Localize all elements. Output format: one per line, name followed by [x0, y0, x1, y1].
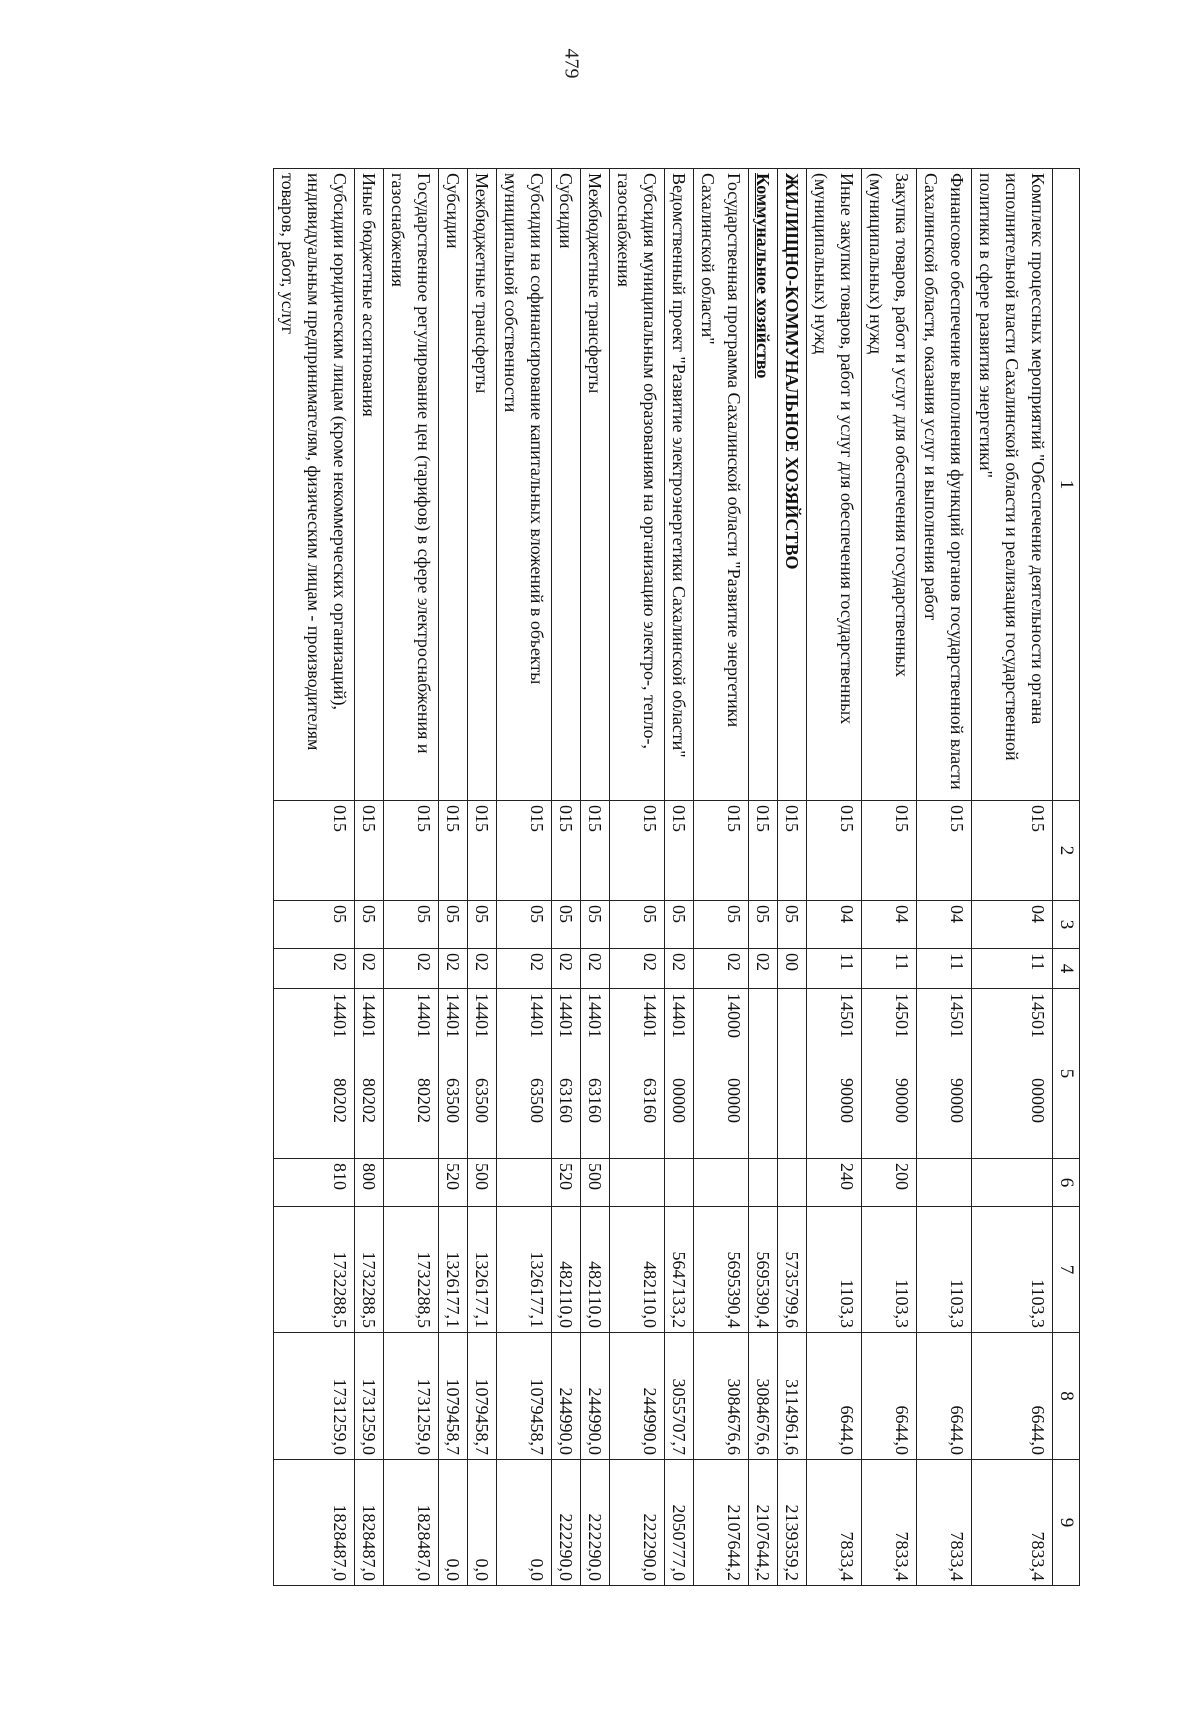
cell-amount-year3: 2050777,0: [665, 1460, 694, 1586]
cell-section-code: 05: [439, 901, 468, 949]
cell-amount-year2: 244990,0: [552, 1333, 581, 1460]
table-row: [355, 169, 384, 1586]
cell-ministry-code: 015: [972, 801, 1053, 901]
cell-expense-type: [694, 1159, 749, 1207]
cell-subsection-code: 11: [917, 949, 972, 989]
cell-section-code: 05: [552, 901, 581, 949]
cell-amount-year2: 244990,0: [610, 1333, 665, 1460]
row-title: Иные бюджетные ассигнования: [355, 169, 384, 801]
cell-amount-year2: 6644,0: [972, 1333, 1053, 1460]
cell-subsection-code: 02: [694, 949, 749, 989]
cell-target-article: [862, 989, 917, 1159]
target-article-direction: 63160: [640, 1078, 660, 1123]
cell-amount-year3: 1828487,0: [355, 1460, 384, 1586]
target-article-direction: 63160: [585, 1078, 605, 1123]
row-title: ЖИЛИЩНО-КОММУНАЛЬНОЕ ХОЗЯЙСТВО: [778, 169, 807, 801]
target-article-direction: 80202: [414, 1078, 434, 1123]
target-article-program: 14401: [585, 993, 605, 1038]
row-title: Субсидии: [439, 169, 468, 801]
cell-expense-type: [497, 1159, 552, 1207]
rotated-table-container: [113, 168, 1080, 1585]
cell-ministry-code: 015: [497, 801, 552, 901]
table-row: [384, 169, 439, 1586]
cell-subsection-code: 02: [497, 949, 552, 989]
target-article-program: 14000: [724, 993, 744, 1038]
target-article-direction: 80202: [330, 1078, 350, 1123]
cell-subsection-code: 11: [972, 949, 1053, 989]
target-article-direction: 90000: [892, 1078, 912, 1123]
target-article-direction: 00000: [1028, 1078, 1048, 1123]
cell-expense-type: [972, 1159, 1053, 1207]
cell-amount-year2: 3084676,6: [694, 1333, 749, 1460]
table-row: [497, 169, 552, 1586]
target-article-program: 14401: [414, 993, 434, 1038]
table-row: [694, 169, 749, 1586]
cell-target-article: [552, 989, 581, 1159]
cell-expense-type: 500: [581, 1159, 610, 1207]
row-title: Межбюджетные трансферты: [468, 169, 497, 801]
cell-amount-year3: 7833,4: [862, 1460, 917, 1586]
row-title: Субсидия муниципальным образованиям на организацию электро-, тепло-, газоснабжения: [610, 169, 665, 801]
cell-amount-year1: 5695390,4: [749, 1207, 778, 1333]
column-header: 2: [1053, 801, 1080, 901]
cell-amount-year3: 2107644,2: [694, 1460, 749, 1586]
cell-amount-year2: 1079458,7: [439, 1333, 468, 1460]
row-title: Ведомственный проект "Развитие электроэнергетики Сахалинской области": [665, 169, 694, 801]
cell-section-code: 05: [355, 901, 384, 949]
cell-section-code: 05: [694, 901, 749, 949]
cell-amount-year3: 222290,0: [610, 1460, 665, 1586]
cell-amount-year2: 1731259,0: [274, 1333, 355, 1460]
cell-amount-year1: 1732288,5: [274, 1207, 355, 1333]
cell-target-article: [610, 989, 665, 1159]
cell-expense-type: [749, 1159, 778, 1207]
cell-target-article: [355, 989, 384, 1159]
cell-section-code: 05: [497, 901, 552, 949]
table-row: [610, 169, 665, 1586]
cell-amount-year1: 1103,3: [862, 1207, 917, 1333]
cell-ministry-code: 015: [274, 801, 355, 901]
cell-subsection-code: 11: [807, 949, 862, 989]
row-title: Закупка товаров, работ и услуг для обеспечения государственных (муниципальных) нужд: [862, 169, 917, 801]
table-row: [439, 169, 468, 1586]
row-title-text: Коммунальное хозяйство: [753, 173, 773, 379]
cell-amount-year2: 244990,0: [581, 1333, 610, 1460]
cell-amount-year2: 1079458,7: [468, 1333, 497, 1460]
cell-ministry-code: 015: [862, 801, 917, 901]
cell-amount-year1: 482110,0: [552, 1207, 581, 1333]
cell-amount-year3: 7833,4: [807, 1460, 862, 1586]
column-header: 3: [1053, 901, 1080, 949]
cell-subsection-code: 02: [274, 949, 355, 989]
column-header: 8: [1053, 1333, 1080, 1460]
target-article-program: 14401: [443, 993, 463, 1038]
cell-expense-type: [384, 1159, 439, 1207]
cell-expense-type: 500: [468, 1159, 497, 1207]
cell-amount-year3: 2139359,2: [778, 1460, 807, 1586]
cell-amount-year2: 1731259,0: [355, 1333, 384, 1460]
cell-amount-year2: 6644,0: [862, 1333, 917, 1460]
cell-target-article: [665, 989, 694, 1159]
target-article-direction: 00000: [724, 1078, 744, 1123]
cell-subsection-code: 02: [552, 949, 581, 989]
column-header: 4: [1053, 949, 1080, 989]
cell-target-article: [749, 989, 778, 1159]
cell-section-code: 05: [468, 901, 497, 949]
cell-amount-year1: 1326177,1: [439, 1207, 468, 1333]
cell-ministry-code: 015: [610, 801, 665, 901]
cell-subsection-code: 02: [468, 949, 497, 989]
cell-subsection-code: 02: [439, 949, 468, 989]
cell-amount-year1: 1103,3: [972, 1207, 1053, 1333]
target-article-direction: 90000: [947, 1078, 967, 1123]
cell-amount-year1: 1732288,5: [384, 1207, 439, 1333]
cell-target-article: [468, 989, 497, 1159]
cell-expense-type: 800: [355, 1159, 384, 1207]
cell-section-code: 05: [274, 901, 355, 949]
target-article-program: 14501: [1028, 993, 1048, 1038]
row-title: Субсидии: [552, 169, 581, 801]
cell-subsection-code: 02: [665, 949, 694, 989]
cell-amount-year1: 5695390,4: [694, 1207, 749, 1333]
cell-amount-year3: 7833,4: [972, 1460, 1053, 1586]
row-title: Иные закупки товаров, работ и услуг для обеспечения государственных (муниципальных) нужд: [807, 169, 862, 801]
cell-section-code: 04: [862, 901, 917, 949]
row-title: Государственная программа Сахалинской области "Развитие энергетики Сахалинской области": [694, 169, 749, 801]
cell-ministry-code: 015: [552, 801, 581, 901]
cell-amount-year1: 482110,0: [581, 1207, 610, 1333]
table-body: [274, 169, 1080, 1586]
cell-ministry-code: 015: [468, 801, 497, 901]
cell-amount-year3: 0,0: [497, 1460, 552, 1586]
cell-ministry-code: 015: [355, 801, 384, 901]
cell-amount-year1: 1103,3: [917, 1207, 972, 1333]
row-title: Финансовое обеспечение выполнения функций органов государственной власти Сахалинской области, оказания услуг и выполнения работ: [917, 169, 972, 801]
column-header: 1: [1053, 169, 1080, 801]
target-article-program: 14401: [556, 993, 576, 1038]
target-article-program: 14401: [330, 993, 350, 1038]
cell-ministry-code: 015: [694, 801, 749, 901]
target-article-direction: 80202: [359, 1078, 379, 1123]
cell-expense-type: [778, 1159, 807, 1207]
target-article-direction: 63500: [443, 1078, 463, 1123]
table-row: [778, 169, 807, 1586]
table-row: [749, 169, 778, 1586]
row-title: Субсидии на софинансирование капитальных вложений в объекты муниципальной собственности: [497, 169, 552, 801]
cell-amount-year2: 3084676,6: [749, 1333, 778, 1460]
cell-ministry-code: 015: [581, 801, 610, 901]
cell-expense-type: [917, 1159, 972, 1207]
cell-section-code: 05: [778, 901, 807, 949]
cell-amount-year2: 6644,0: [807, 1333, 862, 1460]
cell-subsection-code: 11: [862, 949, 917, 989]
target-article-program: 14401: [472, 993, 492, 1038]
target-article-program: 14501: [947, 993, 967, 1038]
cell-section-code: 05: [384, 901, 439, 949]
cell-amount-year1: 1326177,1: [468, 1207, 497, 1333]
table-row: [665, 169, 694, 1586]
cell-target-article: [694, 989, 749, 1159]
target-article-program: 14501: [892, 993, 912, 1038]
cell-expense-type: 200: [862, 1159, 917, 1207]
cell-section-code: 05: [581, 901, 610, 949]
target-article-direction: 90000: [837, 1078, 857, 1123]
target-article-direction: 63500: [472, 1078, 492, 1123]
cell-subsection-code: 02: [355, 949, 384, 989]
cell-target-article: [917, 989, 972, 1159]
cell-section-code: 05: [610, 901, 665, 949]
cell-target-article: [807, 989, 862, 1159]
cell-amount-year1: 1732288,5: [355, 1207, 384, 1333]
cell-expense-type: 240: [807, 1159, 862, 1207]
cell-ministry-code: 015: [384, 801, 439, 901]
cell-section-code: 05: [749, 901, 778, 949]
column-header: 9: [1053, 1460, 1080, 1586]
cell-expense-type: [610, 1159, 665, 1207]
cell-ministry-code: 015: [439, 801, 468, 901]
cell-target-article: [581, 989, 610, 1159]
target-article-program: 14501: [837, 993, 857, 1038]
column-header: 5: [1053, 989, 1080, 1159]
target-article-direction: 63500: [527, 1078, 547, 1123]
cell-target-article: [778, 989, 807, 1159]
cell-amount-year2: 6644,0: [917, 1333, 972, 1460]
cell-expense-type: 810: [274, 1159, 355, 1207]
row-title: Субсидии юридическим лицам (кроме некоммерческих организаций), индивидуальным предпринимателям, физическим лицам - производителям товаров, работ, услуг: [274, 169, 355, 801]
budget-table: [273, 168, 1080, 1586]
table-row: [917, 169, 972, 1586]
cell-subsection-code: 02: [610, 949, 665, 989]
cell-ministry-code: 015: [778, 801, 807, 901]
cell-amount-year2: 1079458,7: [497, 1333, 552, 1460]
target-article-direction: 00000: [669, 1078, 689, 1123]
cell-subsection-code: 02: [749, 949, 778, 989]
table-row: [972, 169, 1053, 1586]
table-row: [862, 169, 917, 1586]
cell-ministry-code: 015: [665, 801, 694, 901]
cell-amount-year3: 1828487,0: [384, 1460, 439, 1586]
cell-amount-year3: 222290,0: [581, 1460, 610, 1586]
column-header: 7: [1053, 1207, 1080, 1333]
table-row: [581, 169, 610, 1586]
page-number: 479: [560, 48, 583, 79]
target-article-program: 14401: [359, 993, 379, 1038]
cell-target-article: [439, 989, 468, 1159]
cell-amount-year2: 3055707,7: [665, 1333, 694, 1460]
cell-amount-year3: 2107644,2: [749, 1460, 778, 1586]
cell-amount-year2: 3114961,6: [778, 1333, 807, 1460]
table-row: [552, 169, 581, 1586]
row-title: Государственное регулирование цен (тарифов) в сфере электроснабжения и газоснабжения: [384, 169, 439, 801]
column-header: 6: [1053, 1159, 1080, 1207]
target-article-direction: 63160: [556, 1078, 576, 1123]
row-title: Комплекс процессных мероприятий "Обеспечение деятельности органа исполнительной власти Сахалинской области и реализация государственной политики в сфере развития энергетики": [972, 169, 1053, 801]
cell-target-article: [497, 989, 552, 1159]
cell-subsection-code: 02: [384, 949, 439, 989]
cell-expense-type: 520: [439, 1159, 468, 1207]
header-row: [1053, 169, 1080, 1586]
cell-ministry-code: 015: [807, 801, 862, 901]
cell-amount-year3: 1828487,0: [274, 1460, 355, 1586]
target-article-program: 14401: [640, 993, 660, 1038]
table-row: [274, 169, 355, 1586]
cell-amount-year1: 5647133,2: [665, 1207, 694, 1333]
cell-target-article: [384, 989, 439, 1159]
cell-amount-year3: 0,0: [468, 1460, 497, 1586]
cell-amount-year1: 482110,0: [610, 1207, 665, 1333]
cell-subsection-code: 00: [778, 949, 807, 989]
cell-target-article: [972, 989, 1053, 1159]
cell-amount-year3: 7833,4: [917, 1460, 972, 1586]
row-title: Межбюджетные трансферты: [581, 169, 610, 801]
cell-amount-year2: 1731259,0: [384, 1333, 439, 1460]
cell-ministry-code: 015: [917, 801, 972, 901]
cell-ministry-code: 015: [749, 801, 778, 901]
table-row: [807, 169, 862, 1586]
cell-amount-year1: 5735799,6: [778, 1207, 807, 1333]
cell-section-code: 04: [917, 901, 972, 949]
cell-section-code: 05: [665, 901, 694, 949]
cell-amount-year3: 0,0: [439, 1460, 468, 1586]
row-title: [749, 169, 778, 801]
cell-expense-type: [665, 1159, 694, 1207]
cell-amount-year1: 1103,3: [807, 1207, 862, 1333]
cell-amount-year3: 222290,0: [552, 1460, 581, 1586]
cell-expense-type: 520: [552, 1159, 581, 1207]
target-article-program: 14401: [527, 993, 547, 1038]
table-row: [468, 169, 497, 1586]
cell-amount-year1: 1326177,1: [497, 1207, 552, 1333]
cell-target-article: [274, 989, 355, 1159]
cell-section-code: 04: [972, 901, 1053, 949]
cell-section-code: 04: [807, 901, 862, 949]
target-article-program: 14401: [669, 993, 689, 1038]
cell-subsection-code: 02: [581, 949, 610, 989]
